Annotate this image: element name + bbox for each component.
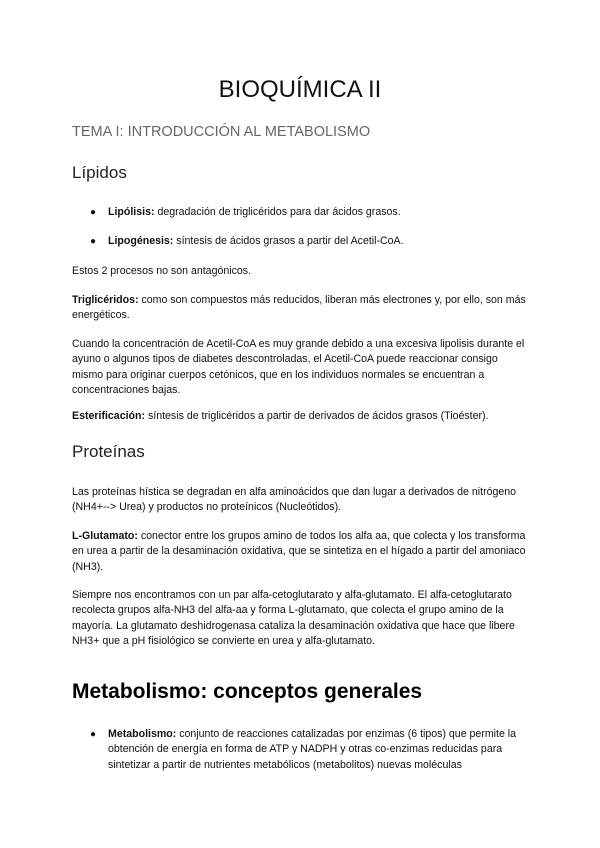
paragraph: Siempre nos encontramos con un par alfa-cetoglutarato y alfa-glutamato. El alfa-cetoglutarato recolecta grupos alfa-NH3 del alfa-aa y forma L-glutamato, que colecta el grupo amino de la mayoría. La glutamato deshidrogenasa cataliza la desaminación oxidativa que hace que libere NH3+ que a pH fisiológico se convierte en urea y alfa-glutamato. <box>72 589 515 647</box>
section-heading-proteinas: Proteínas <box>72 442 145 461</box>
term-lipogenesis: Lipogénesis: <box>108 235 174 247</box>
paragraph: Estos 2 procesos no son antagónicos. <box>72 265 252 277</box>
term-lipolisis: Lipólisis: <box>108 206 155 218</box>
term-trigliceridos: Triglicéridos: <box>72 294 139 306</box>
bullet-icon: ● <box>90 207 97 218</box>
section-heading-metabolismo: Metabolismo: conceptos generales <box>72 680 423 703</box>
paragraph: Las proteínas hística se degradan en alfa aminoácidos que dan lugar a derivados de nitrógeno (NH4+--> Urea) y productos no proteínicos (Nucleótidos). <box>72 486 517 514</box>
definition-metabolismo: conjunto de reacciones catalizadas por enzimas (6 tipos) que permite la obtención de energía en forma de ATP y NADPH y otras co-enzimas reducidas para sintetizar a partir de nutrientes metabólicos (metabolitos) nuevas moléculas <box>108 728 517 771</box>
bullet-icon: ● <box>90 236 97 247</box>
paragraph: Cuando la concentración de Acetil-CoA es muy grande debido a una excesiva lipolisis durante el ayuno o algunos tipos de diabetes descontroladas, el Acetil-CoA puede reaccionar consigo mismo para originar cuerpos cetónicos, que en los individuos normales se encuentran a concentraciones bajas. <box>72 338 525 396</box>
paragraph: L-Glutamato: conector entre los grupos amino de todos los alfa aa, que colecta y los transforma en urea a partir de la desaminación oxidativa, que se sintetiza en el hígado a partir del amoniaco (NH3). <box>72 530 526 573</box>
paragraph: Esterificación: síntesis de triglicéridos a partir de derivados de ácidos grasos (Tioéster). <box>72 410 489 422</box>
list-item <box>90 234 530 249</box>
list-item <box>90 205 530 220</box>
list-item <box>90 727 530 773</box>
term-esterificacion: Esterificación: <box>72 410 146 422</box>
bullet-icon: ● <box>90 729 97 740</box>
term-metabolismo: Metabolismo: <box>108 728 177 740</box>
definition-lipolisis: degradación de triglicéridos para dar ácidos grasos. <box>154 206 401 218</box>
document-title: BIOQUÍMICA II <box>218 76 382 103</box>
document-subtitle: TEMA I: INTRODUCCIÓN AL METABOLISMO <box>72 124 371 140</box>
term-l-glutamato: L-Glutamato: <box>72 530 138 542</box>
paragraph: Triglicéridos: como son compuestos más reducidos, liberan más electrones y, por ello, son más energéticos. <box>72 294 526 322</box>
definition-lipogenesis: síntesis de ácidos grasos a partir del Acetil-CoA. <box>173 235 404 247</box>
section-heading-lipidos: Lípidos <box>72 163 127 182</box>
